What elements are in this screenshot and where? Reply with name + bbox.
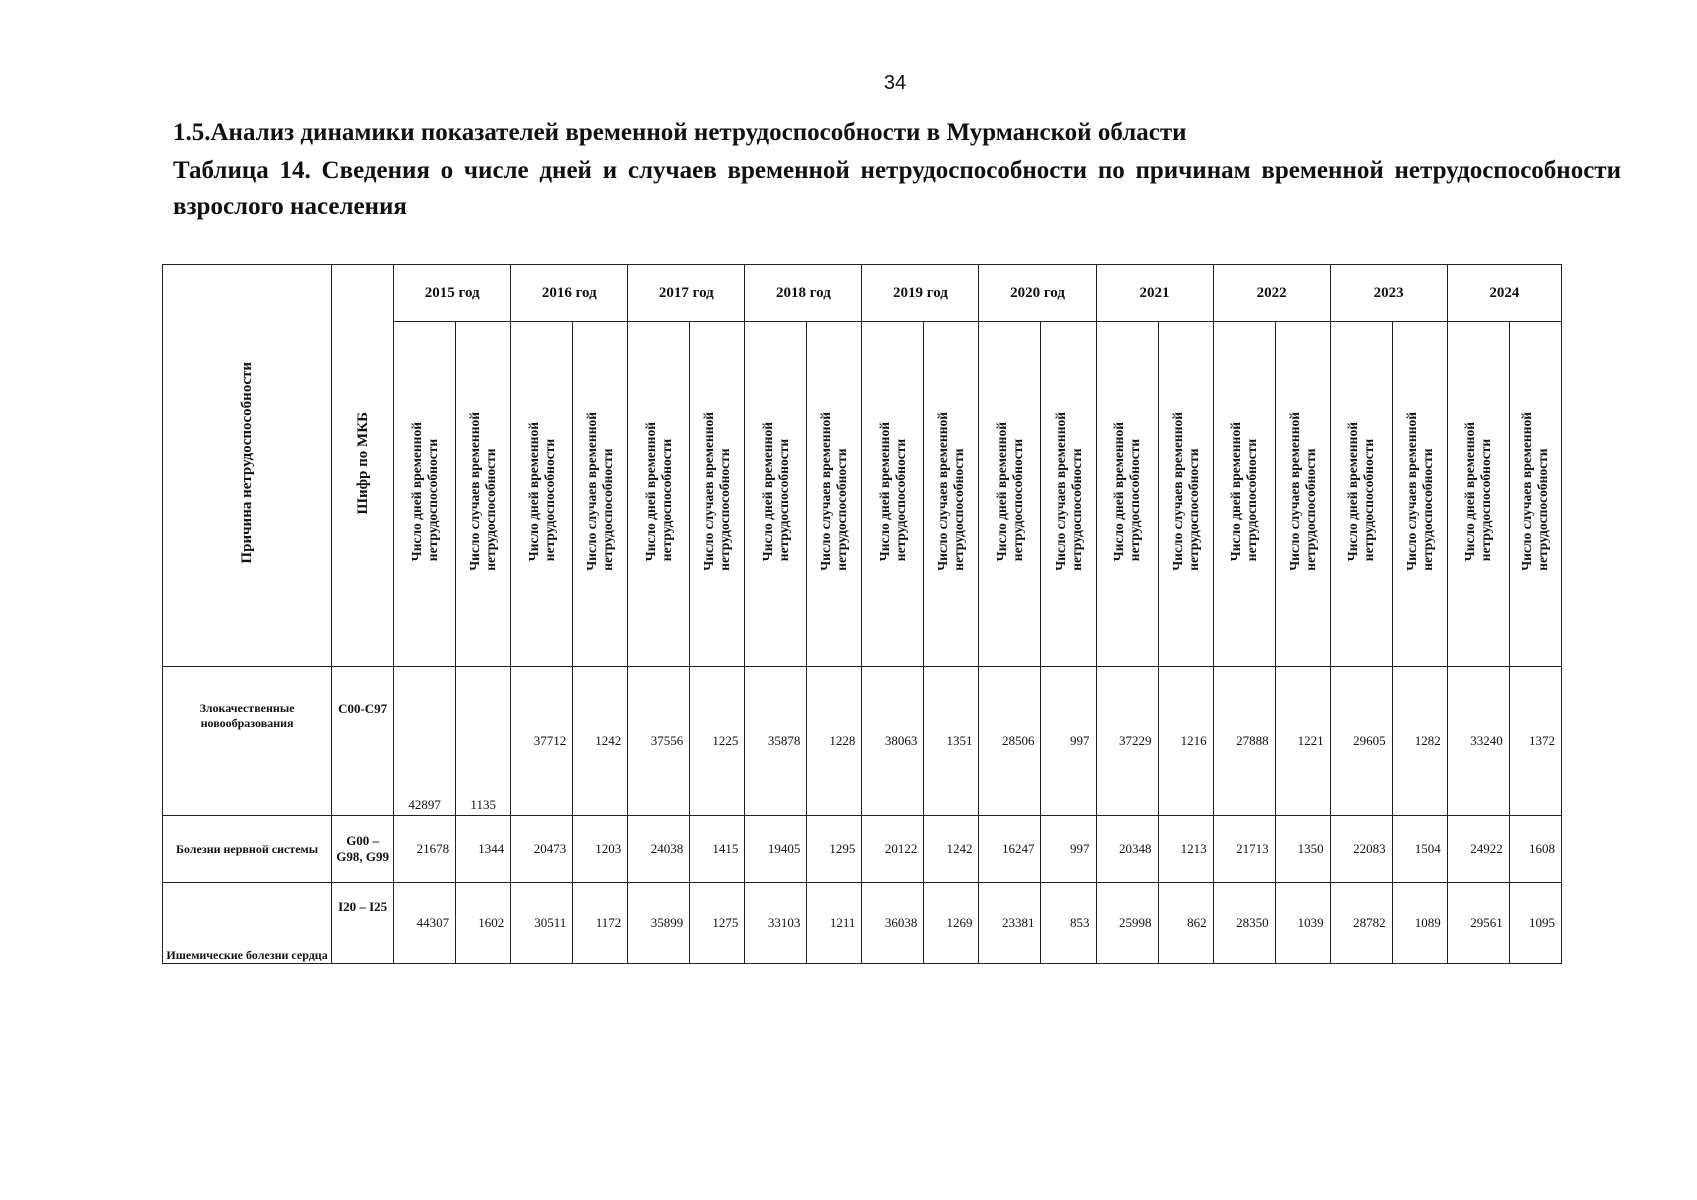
cell-value: 1211 xyxy=(807,883,862,964)
cases-header-cell xyxy=(573,322,628,667)
row-cause: Злокачественные новообразования xyxy=(163,667,332,816)
days-header-cell xyxy=(1447,322,1509,667)
cell-value: 997 xyxy=(1041,667,1096,816)
cases-header-cell xyxy=(1509,322,1561,667)
cases-header: Число случаев временной нетрудоспособности xyxy=(1286,412,1318,571)
cell-value: 24038 xyxy=(628,816,690,883)
cases-header-cell xyxy=(1392,322,1447,667)
cell-value: 1351 xyxy=(924,667,979,816)
cell-value: 21678 xyxy=(394,816,456,883)
cell-value: 22083 xyxy=(1330,816,1392,883)
cause-header: Причина нетрудоспособности xyxy=(239,362,256,564)
cell-value: 997 xyxy=(1041,816,1096,883)
year-header: 2018 год xyxy=(745,265,862,322)
cell-value: 37712 xyxy=(511,667,573,816)
cell-value: 1242 xyxy=(573,667,628,816)
year-header: 2021 xyxy=(1096,265,1213,322)
row-code: I20 – I25 xyxy=(332,883,394,964)
year-header: 2015 год xyxy=(394,265,511,322)
year-header: 2024 xyxy=(1447,265,1561,322)
year-header: 2023 xyxy=(1330,265,1447,322)
days-header: Число дней временной нетрудоспособности xyxy=(1462,421,1494,562)
cell-value: 1225 xyxy=(690,667,745,816)
cases-header: Число случаев временной нетрудоспособности xyxy=(1052,412,1084,571)
cases-header: Число случаев временной нетрудоспособности xyxy=(1403,412,1435,571)
cell-value: 20122 xyxy=(862,816,924,883)
cell-value: 1039 xyxy=(1275,883,1330,964)
cell-value: 29561 xyxy=(1447,883,1509,964)
row-code: G00 – G98, G99 xyxy=(332,816,394,883)
cell-value: 862 xyxy=(1158,883,1213,964)
days-header: Число дней временной нетрудоспособности xyxy=(1111,421,1143,562)
cause-header-cell xyxy=(163,265,332,667)
cell-value: 19405 xyxy=(745,816,807,883)
cell-value: 28350 xyxy=(1213,883,1275,964)
cases-header-cell xyxy=(1041,322,1096,667)
year-header: 2020 год xyxy=(979,265,1096,322)
cell-value: 28506 xyxy=(979,667,1041,816)
section-title: 1.5.Анализ динамики показателей временной нетрудоспособности в Мурманской области xyxy=(173,119,1187,146)
cases-header-cell xyxy=(456,322,511,667)
cases-header-cell xyxy=(924,322,979,667)
days-header-cell xyxy=(1096,322,1158,667)
row-code: C00-C97 xyxy=(332,667,394,816)
cell-value: 1415 xyxy=(690,816,745,883)
cases-header-cell xyxy=(690,322,745,667)
cell-value: 1228 xyxy=(807,667,862,816)
cases-header: Число случаев временной нетрудоспособности xyxy=(1519,412,1551,571)
days-header-cell xyxy=(394,322,456,667)
cell-value: 1172 xyxy=(573,883,628,964)
cell-value: 35878 xyxy=(745,667,807,816)
cell-value: 27888 xyxy=(1213,667,1275,816)
cell-value: 28782 xyxy=(1330,883,1392,964)
cases-header-cell xyxy=(1275,322,1330,667)
cell-value: 1089 xyxy=(1392,883,1447,964)
year-header-row xyxy=(163,265,1562,322)
cell-value: 1295 xyxy=(807,816,862,883)
cell-value: 33240 xyxy=(1447,667,1509,816)
cell-value: 1350 xyxy=(1275,816,1330,883)
cell-value: 33103 xyxy=(745,883,807,964)
table-caption: Таблица 14. Сведения о числе дней и случаев временной нетрудоспособности по причинам временной нетрудоспособности взрослого населения xyxy=(173,157,1621,220)
sick-leave-table xyxy=(162,264,1562,964)
cell-value: 44307 xyxy=(394,883,456,964)
cell-value: 1221 xyxy=(1275,667,1330,816)
year-header: 2017 год xyxy=(628,265,745,322)
table-row xyxy=(163,816,1562,883)
cell-value: 1608 xyxy=(1509,816,1561,883)
cell-value: 38063 xyxy=(862,667,924,816)
cell-value: 1269 xyxy=(924,883,979,964)
year-header: 2016 год xyxy=(511,265,628,322)
cell-value: 1275 xyxy=(690,883,745,964)
cell-value: 20348 xyxy=(1096,816,1158,883)
days-header: Число дней временной нетрудоспособности xyxy=(1228,421,1260,562)
days-header: Число дней временной нетрудоспособности xyxy=(993,421,1025,562)
cell-value: 1602 xyxy=(456,883,511,964)
cell-value: 1282 xyxy=(1392,667,1447,816)
year-header: 2019 год xyxy=(862,265,979,322)
cell-value: 20473 xyxy=(511,816,573,883)
cases-header-cell xyxy=(807,322,862,667)
days-header-cell xyxy=(745,322,807,667)
cases-header: Число случаев временной нетрудоспособности xyxy=(584,412,616,571)
cell-value: 29605 xyxy=(1330,667,1392,816)
cell-value: 37556 xyxy=(628,667,690,816)
cell-value: 24922 xyxy=(1447,816,1509,883)
cell-value: 1504 xyxy=(1392,816,1447,883)
days-header-cell xyxy=(1213,322,1275,667)
cell-value: 1344 xyxy=(456,816,511,883)
days-header: Число дней временной нетрудоспособности xyxy=(759,421,791,562)
cell-value: 16247 xyxy=(979,816,1041,883)
cases-header: Число случаев временной нетрудоспособности xyxy=(935,412,967,571)
cell-value: 37229 xyxy=(1096,667,1158,816)
days-header: Число дней временной нетрудоспособности xyxy=(408,421,440,562)
row-cause: Болезни нервной системы xyxy=(163,816,332,883)
year-header: 2022 xyxy=(1213,265,1330,322)
days-header-cell xyxy=(511,322,573,667)
cell-value: 1242 xyxy=(924,816,979,883)
days-header-cell xyxy=(1330,322,1392,667)
cell-value: 25998 xyxy=(1096,883,1158,964)
cases-header: Число случаев временной нетрудоспособности xyxy=(467,412,499,571)
cell-value: 36038 xyxy=(862,883,924,964)
table-row xyxy=(163,883,1562,964)
days-header: Число дней временной нетрудоспособности xyxy=(525,421,557,562)
days-header-cell xyxy=(628,322,690,667)
page-number: 34 xyxy=(883,72,907,94)
code-header: Шифр по МКБ xyxy=(354,411,371,515)
days-header: Число дней временной нетрудоспособности xyxy=(876,421,908,562)
cell-value: 23381 xyxy=(979,883,1041,964)
code-header-cell xyxy=(332,265,394,667)
cases-header: Число случаев временной нетрудоспособности xyxy=(701,412,733,571)
cell-value: 21713 xyxy=(1213,816,1275,883)
row-cause: Ишемические болезни сердца xyxy=(163,883,332,964)
cell-value: 42897 xyxy=(394,667,456,816)
cell-value: 853 xyxy=(1041,883,1096,964)
cell-value: 35899 xyxy=(628,883,690,964)
table-row xyxy=(163,667,1562,816)
cases-header-cell xyxy=(1158,322,1213,667)
days-header: Число дней временной нетрудоспособности xyxy=(642,421,674,562)
cell-value: 1203 xyxy=(573,816,628,883)
days-header-cell xyxy=(979,322,1041,667)
cell-value: 1372 xyxy=(1509,667,1561,816)
cases-header: Число случаев временной нетрудоспособности xyxy=(1169,412,1201,571)
cell-value: 1135 xyxy=(456,667,511,816)
cell-value: 1213 xyxy=(1158,816,1213,883)
cell-value: 1095 xyxy=(1509,883,1561,964)
cell-value: 30511 xyxy=(511,883,573,964)
days-header-cell xyxy=(862,322,924,667)
cell-value: 1216 xyxy=(1158,667,1213,816)
cases-header: Число случаев временной нетрудоспособности xyxy=(818,412,850,571)
days-header: Число дней временной нетрудоспособности xyxy=(1345,421,1377,562)
